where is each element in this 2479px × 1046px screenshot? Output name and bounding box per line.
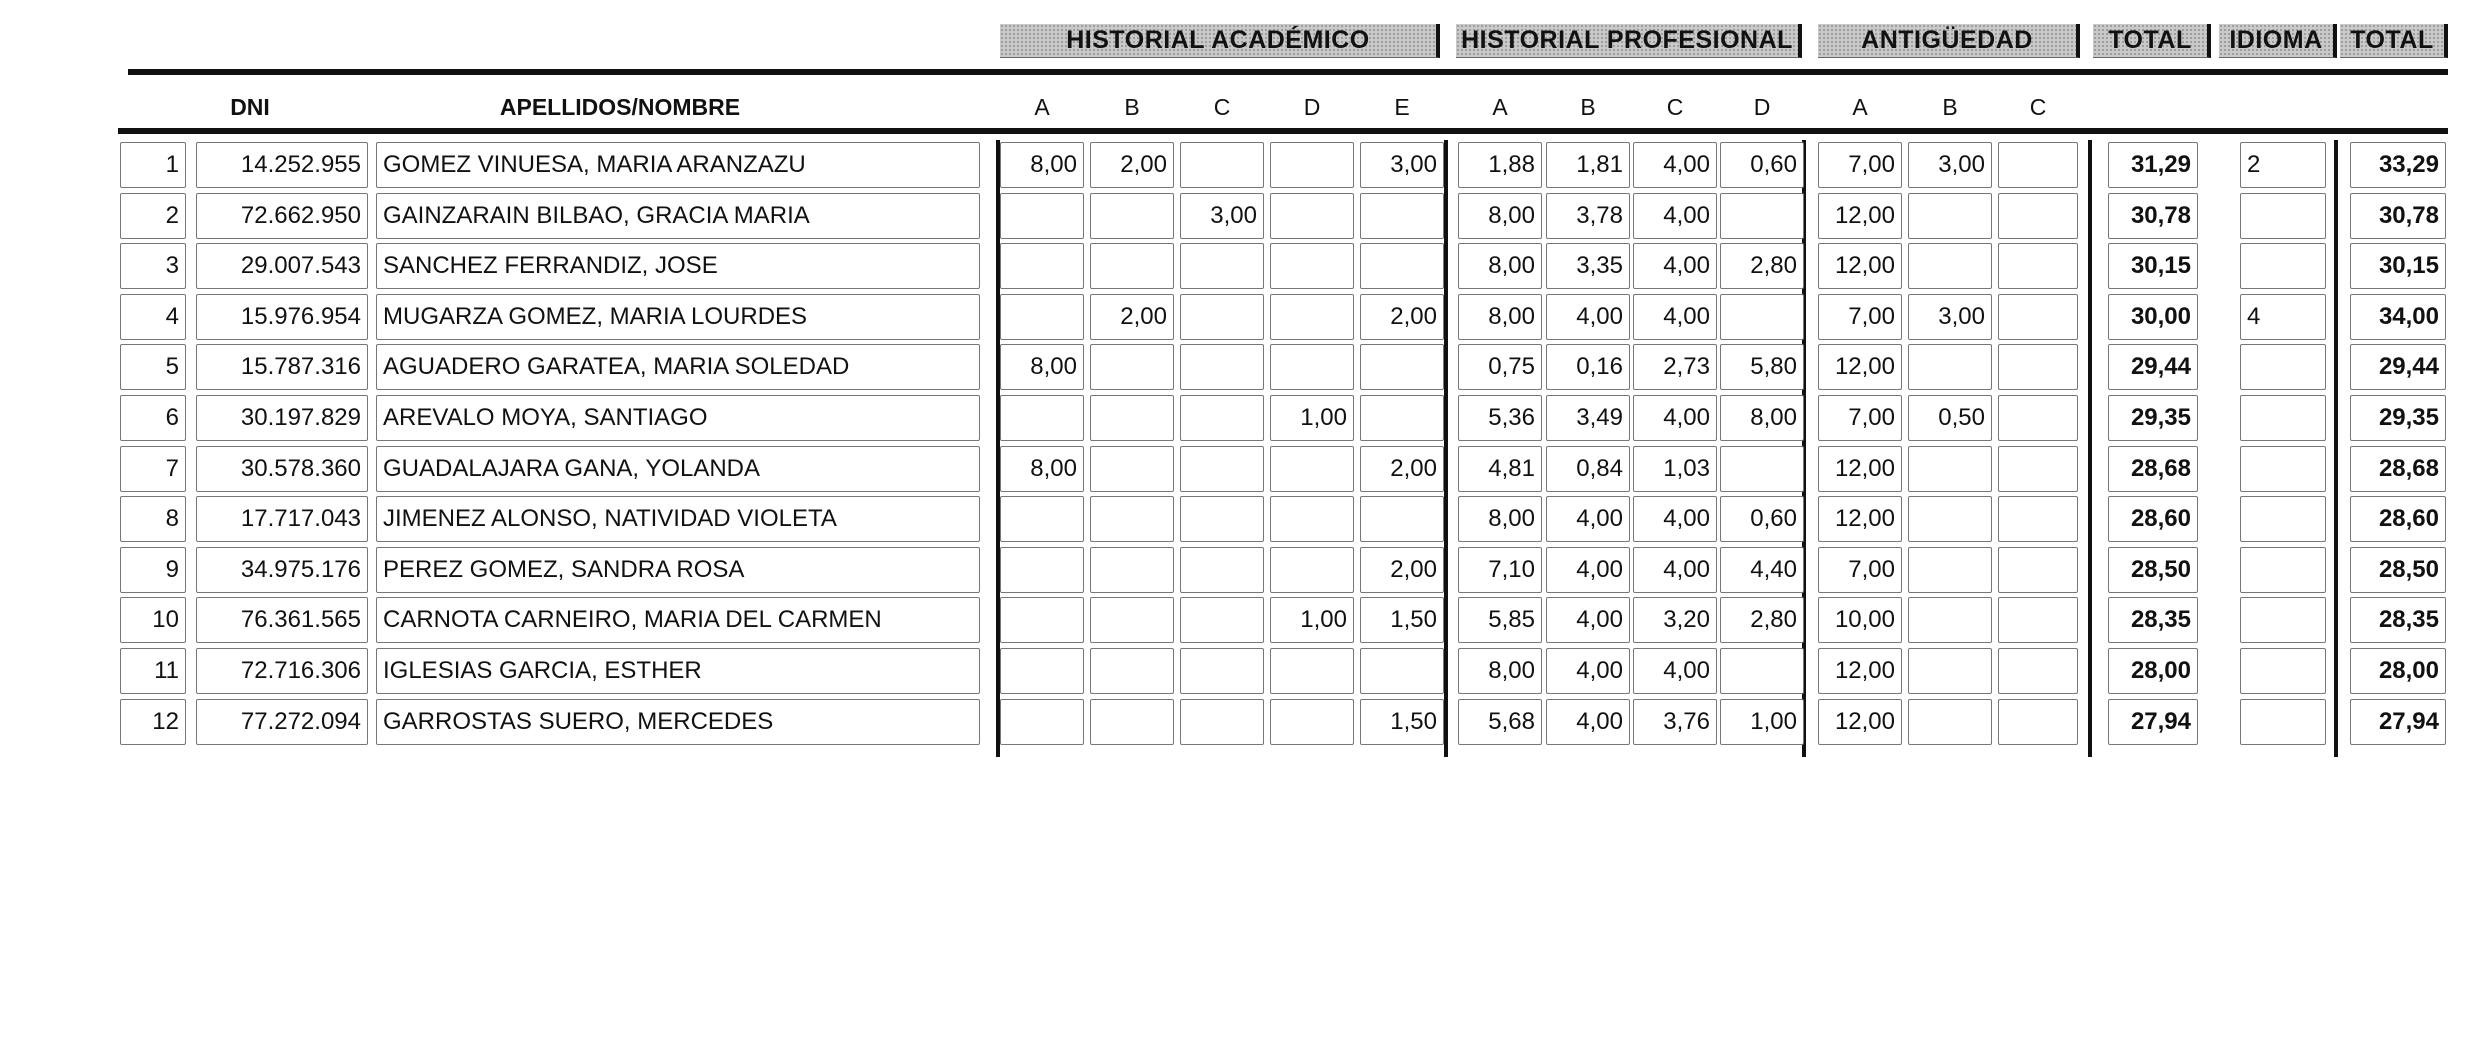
final-total-cell: 28,35 bbox=[2350, 597, 2446, 643]
profesional-score-cell: 2,80 bbox=[1720, 597, 1804, 643]
antiguedad-score-cell: 12,00 bbox=[1818, 193, 1902, 239]
dni-cell: 77.272.094 bbox=[196, 699, 368, 745]
academico-score-cell bbox=[1090, 496, 1174, 542]
antiguedad-score-cell bbox=[1908, 699, 1992, 745]
section-divider bbox=[2334, 140, 2338, 757]
academico-score-cell bbox=[1180, 699, 1264, 745]
profesional-score-cell: 8,00 bbox=[1458, 648, 1542, 694]
academico-score-cell bbox=[1360, 243, 1444, 289]
academico-score-cell bbox=[1360, 496, 1444, 542]
profesional-score-cell: 0,75 bbox=[1458, 344, 1542, 390]
name-cell: GARROSTAS SUERO, MERCEDES bbox=[376, 699, 980, 745]
idioma-cell: 2 bbox=[2240, 142, 2326, 188]
academico-score-cell: 3,00 bbox=[1360, 142, 1444, 188]
profesional-score-cell: 4,00 bbox=[1633, 496, 1717, 542]
profesional-score-cell bbox=[1720, 648, 1804, 694]
profesional-score-cell bbox=[1720, 193, 1804, 239]
academico-score-cell: 2,00 bbox=[1090, 142, 1174, 188]
name-cell: PEREZ GOMEZ, SANDRA ROSA bbox=[376, 547, 980, 593]
row-number-cell: 10 bbox=[120, 597, 186, 643]
academico-score-cell bbox=[1270, 648, 1354, 694]
section-total: TOTAL bbox=[2093, 24, 2211, 58]
dni-cell: 14.252.955 bbox=[196, 142, 368, 188]
academico-score-cell bbox=[1360, 193, 1444, 239]
idioma-cell bbox=[2240, 243, 2326, 289]
idioma-cell bbox=[2240, 446, 2326, 492]
academico-score-cell bbox=[1270, 446, 1354, 492]
antiguedad-score-cell bbox=[1998, 496, 2078, 542]
profesional-score-cell: 4,00 bbox=[1546, 597, 1630, 643]
profesional-score-cell: 3,20 bbox=[1633, 597, 1717, 643]
idioma-cell bbox=[2240, 395, 2326, 441]
profesional-score-cell: 4,00 bbox=[1546, 294, 1630, 340]
profesional-score-cell: 5,68 bbox=[1458, 699, 1542, 745]
total-cell: 27,94 bbox=[2108, 699, 2198, 745]
column-header-profesional-1: B bbox=[1580, 94, 1596, 120]
profesional-score-cell: 3,35 bbox=[1546, 243, 1630, 289]
profesional-score-cell bbox=[1720, 446, 1804, 492]
profesional-score-cell: 4,00 bbox=[1546, 699, 1630, 745]
academico-score-cell bbox=[1360, 395, 1444, 441]
name-cell: JIMENEZ ALONSO, NATIVIDAD VIOLETA bbox=[376, 496, 980, 542]
total-cell: 29,35 bbox=[2108, 395, 2198, 441]
dni-cell: 30.578.360 bbox=[196, 446, 368, 492]
academico-score-cell bbox=[1000, 395, 1084, 441]
row-number-cell: 1 bbox=[120, 142, 186, 188]
profesional-score-cell: 4,00 bbox=[1633, 243, 1717, 289]
final-total-cell: 28,50 bbox=[2350, 547, 2446, 593]
column-header-antiguedad-1: B bbox=[1942, 94, 1958, 120]
row-number-cell: 12 bbox=[120, 699, 186, 745]
academico-score-cell bbox=[1270, 193, 1354, 239]
academico-score-cell bbox=[1000, 243, 1084, 289]
name-cell: GOMEZ VINUESA, MARIA ARANZAZU bbox=[376, 142, 980, 188]
academico-score-cell bbox=[1180, 294, 1264, 340]
antiguedad-score-cell bbox=[1908, 193, 1992, 239]
idioma-cell: 4 bbox=[2240, 294, 2326, 340]
header-rule-bottom bbox=[118, 128, 2448, 134]
profesional-score-cell: 7,10 bbox=[1458, 547, 1542, 593]
profesional-score-cell: 8,00 bbox=[1458, 294, 1542, 340]
academico-score-cell: 8,00 bbox=[1000, 142, 1084, 188]
idioma-cell bbox=[2240, 597, 2326, 643]
academico-score-cell: 1,50 bbox=[1360, 699, 1444, 745]
academico-score-cell bbox=[1180, 446, 1264, 492]
section-divider bbox=[1444, 140, 1448, 757]
name-cell: CARNOTA CARNEIRO, MARIA DEL CARMEN bbox=[376, 597, 980, 643]
name-cell: GUADALAJARA GANA, YOLANDA bbox=[376, 446, 980, 492]
column-header-profesional-2: C bbox=[1666, 94, 1684, 120]
final-total-cell: 30,78 bbox=[2350, 193, 2446, 239]
section-divider bbox=[2088, 140, 2092, 757]
antiguedad-score-cell bbox=[1908, 648, 1992, 694]
antiguedad-score-cell: 10,00 bbox=[1818, 597, 1902, 643]
name-cell: MUGARZA GOMEZ, MARIA LOURDES bbox=[376, 294, 980, 340]
profesional-score-cell: 4,00 bbox=[1633, 648, 1717, 694]
dni-cell: 15.787.316 bbox=[196, 344, 368, 390]
academico-score-cell bbox=[1090, 648, 1174, 694]
academico-score-cell bbox=[1270, 547, 1354, 593]
antiguedad-score-cell bbox=[1908, 344, 1992, 390]
profesional-score-cell: 4,00 bbox=[1633, 294, 1717, 340]
profesional-score-cell: 1,81 bbox=[1546, 142, 1630, 188]
profesional-score-cell: 8,00 bbox=[1720, 395, 1804, 441]
total-cell: 28,00 bbox=[2108, 648, 2198, 694]
name-cell: AREVALO MOYA, SANTIAGO bbox=[376, 395, 980, 441]
antiguedad-score-cell bbox=[1908, 243, 1992, 289]
final-total-cell: 30,15 bbox=[2350, 243, 2446, 289]
section-historial-profesional: HISTORIAL PROFESIONAL bbox=[1456, 24, 1802, 58]
profesional-score-cell: 8,00 bbox=[1458, 193, 1542, 239]
antiguedad-score-cell: 7,00 bbox=[1818, 294, 1902, 340]
row-number-cell: 6 bbox=[120, 395, 186, 441]
column-header-profesional-0: A bbox=[1492, 94, 1508, 120]
antiguedad-score-cell: 12,00 bbox=[1818, 344, 1902, 390]
column-header-academico-0: A bbox=[1034, 94, 1050, 120]
final-total-cell: 34,00 bbox=[2350, 294, 2446, 340]
academico-score-cell bbox=[1270, 344, 1354, 390]
profesional-score-cell: 3,78 bbox=[1546, 193, 1630, 239]
academico-score-cell: 2,00 bbox=[1360, 446, 1444, 492]
antiguedad-score-cell bbox=[1908, 496, 1992, 542]
antiguedad-score-cell bbox=[1998, 193, 2078, 239]
column-header-academico-4: E bbox=[1394, 94, 1410, 120]
academico-score-cell bbox=[1180, 648, 1264, 694]
antiguedad-score-cell bbox=[1998, 446, 2078, 492]
antiguedad-score-cell bbox=[1998, 344, 2078, 390]
academico-score-cell bbox=[1270, 496, 1354, 542]
academico-score-cell bbox=[1180, 142, 1264, 188]
profesional-score-cell: 4,00 bbox=[1633, 193, 1717, 239]
academico-score-cell bbox=[1000, 597, 1084, 643]
academico-score-cell bbox=[1000, 294, 1084, 340]
academico-score-cell bbox=[1270, 142, 1354, 188]
academico-score-cell bbox=[1090, 547, 1174, 593]
academico-score-cell bbox=[1090, 395, 1174, 441]
profesional-score-cell: 4,00 bbox=[1633, 395, 1717, 441]
name-cell: AGUADERO GARATEA, MARIA SOLEDAD bbox=[376, 344, 980, 390]
profesional-score-cell: 4,40 bbox=[1720, 547, 1804, 593]
total-cell: 29,44 bbox=[2108, 344, 2198, 390]
final-total-cell: 29,44 bbox=[2350, 344, 2446, 390]
academico-score-cell: 1,50 bbox=[1360, 597, 1444, 643]
antiguedad-score-cell bbox=[1998, 294, 2078, 340]
column-header-academico-1: B bbox=[1124, 94, 1140, 120]
profesional-score-cell: 4,81 bbox=[1458, 446, 1542, 492]
academico-score-cell bbox=[1000, 547, 1084, 593]
profesional-score-cell: 0,60 bbox=[1720, 496, 1804, 542]
section-idioma: IDIOMA bbox=[2219, 24, 2337, 58]
profesional-score-cell: 0,16 bbox=[1546, 344, 1630, 390]
profesional-score-cell: 0,60 bbox=[1720, 142, 1804, 188]
antiguedad-score-cell: 7,00 bbox=[1818, 395, 1902, 441]
row-number-cell: 7 bbox=[120, 446, 186, 492]
antiguedad-score-cell: 3,00 bbox=[1908, 294, 1992, 340]
academico-score-cell bbox=[1180, 395, 1264, 441]
dni-cell: 72.662.950 bbox=[196, 193, 368, 239]
idioma-cell bbox=[2240, 344, 2326, 390]
profesional-score-cell: 2,80 bbox=[1720, 243, 1804, 289]
dni-cell: 17.717.043 bbox=[196, 496, 368, 542]
antiguedad-score-cell bbox=[1998, 243, 2078, 289]
column-header-antiguedad-0: A bbox=[1852, 94, 1868, 120]
final-total-cell: 28,60 bbox=[2350, 496, 2446, 542]
idioma-cell bbox=[2240, 648, 2326, 694]
profesional-score-cell: 3,49 bbox=[1546, 395, 1630, 441]
final-total-cell: 29,35 bbox=[2350, 395, 2446, 441]
antiguedad-score-cell bbox=[1998, 699, 2078, 745]
academico-score-cell bbox=[1090, 243, 1174, 289]
antiguedad-score-cell bbox=[1908, 597, 1992, 643]
antiguedad-score-cell bbox=[1998, 547, 2078, 593]
academico-score-cell bbox=[1180, 597, 1264, 643]
row-number-cell: 2 bbox=[120, 193, 186, 239]
column-header-academico-2: C bbox=[1213, 94, 1231, 120]
academico-score-cell bbox=[1270, 294, 1354, 340]
academico-score-cell bbox=[1000, 699, 1084, 745]
academico-score-cell bbox=[1180, 243, 1264, 289]
name-cell: SANCHEZ FERRANDIZ, JOSE bbox=[376, 243, 980, 289]
profesional-score-cell: 1,00 bbox=[1720, 699, 1804, 745]
academico-score-cell bbox=[1090, 446, 1174, 492]
column-header-dni: DNI bbox=[230, 94, 270, 120]
section-historial-academico: HISTORIAL ACADÉMICO bbox=[1000, 24, 1440, 58]
total-cell: 28,35 bbox=[2108, 597, 2198, 643]
final-total-cell: 28,68 bbox=[2350, 446, 2446, 492]
idioma-cell bbox=[2240, 547, 2326, 593]
header-rule-top bbox=[128, 69, 2448, 75]
profesional-score-cell: 1,88 bbox=[1458, 142, 1542, 188]
profesional-score-cell: 0,84 bbox=[1546, 446, 1630, 492]
antiguedad-score-cell: 12,00 bbox=[1818, 243, 1902, 289]
final-total-cell: 27,94 bbox=[2350, 699, 2446, 745]
antiguedad-score-cell: 12,00 bbox=[1818, 496, 1902, 542]
section-antiguedad: ANTIGÜEDAD bbox=[1818, 24, 2080, 58]
column-header-profesional-3: D bbox=[1753, 94, 1771, 120]
column-header-nombre: APELLIDOS/NOMBRE bbox=[499, 94, 741, 120]
profesional-score-cell: 5,80 bbox=[1720, 344, 1804, 390]
section-total-final: TOTAL bbox=[2340, 24, 2448, 58]
academico-score-cell bbox=[1090, 193, 1174, 239]
academico-score-cell bbox=[1090, 699, 1174, 745]
dni-cell: 72.716.306 bbox=[196, 648, 368, 694]
row-number-cell: 11 bbox=[120, 648, 186, 694]
academico-score-cell: 8,00 bbox=[1000, 446, 1084, 492]
profesional-score-cell: 4,00 bbox=[1546, 496, 1630, 542]
name-cell: GAINZARAIN BILBAO, GRACIA MARIA bbox=[376, 193, 980, 239]
profesional-score-cell: 5,85 bbox=[1458, 597, 1542, 643]
profesional-score-cell: 1,03 bbox=[1633, 446, 1717, 492]
total-cell: 31,29 bbox=[2108, 142, 2198, 188]
profesional-score-cell: 8,00 bbox=[1458, 243, 1542, 289]
dni-cell: 29.007.543 bbox=[196, 243, 368, 289]
antiguedad-score-cell bbox=[1908, 446, 1992, 492]
column-header-academico-3: D bbox=[1303, 94, 1321, 120]
antiguedad-score-cell bbox=[1998, 597, 2078, 643]
profesional-score-cell: 4,00 bbox=[1546, 547, 1630, 593]
academico-score-cell: 8,00 bbox=[1000, 344, 1084, 390]
antiguedad-score-cell bbox=[1998, 142, 2078, 188]
academico-score-cell bbox=[1000, 193, 1084, 239]
academico-score-cell: 3,00 bbox=[1180, 193, 1264, 239]
dni-cell: 30.197.829 bbox=[196, 395, 368, 441]
antiguedad-score-cell bbox=[1908, 547, 1992, 593]
name-cell: IGLESIAS GARCIA, ESTHER bbox=[376, 648, 980, 694]
academico-score-cell bbox=[1180, 344, 1264, 390]
academico-score-cell bbox=[1270, 243, 1354, 289]
antiguedad-score-cell: 3,00 bbox=[1908, 142, 1992, 188]
idioma-cell bbox=[2240, 496, 2326, 542]
profesional-score-cell: 4,00 bbox=[1546, 648, 1630, 694]
profesional-score-cell: 4,00 bbox=[1633, 142, 1717, 188]
academico-score-cell bbox=[1090, 597, 1174, 643]
academico-score-cell: 2,00 bbox=[1360, 294, 1444, 340]
row-number-cell: 8 bbox=[120, 496, 186, 542]
academico-score-cell: 2,00 bbox=[1090, 294, 1174, 340]
academico-score-cell: 2,00 bbox=[1360, 547, 1444, 593]
academico-score-cell bbox=[1000, 648, 1084, 694]
row-number-cell: 3 bbox=[120, 243, 186, 289]
total-cell: 28,68 bbox=[2108, 446, 2198, 492]
antiguedad-score-cell: 12,00 bbox=[1818, 648, 1902, 694]
academico-score-cell bbox=[1090, 344, 1174, 390]
academico-score-cell bbox=[1270, 699, 1354, 745]
academico-score-cell bbox=[1360, 344, 1444, 390]
final-total-cell: 28,00 bbox=[2350, 648, 2446, 694]
total-cell: 30,15 bbox=[2108, 243, 2198, 289]
column-header-antiguedad-2: C bbox=[2029, 94, 2047, 120]
antiguedad-score-cell: 12,00 bbox=[1818, 446, 1902, 492]
academico-score-cell: 1,00 bbox=[1270, 395, 1354, 441]
row-number-cell: 5 bbox=[120, 344, 186, 390]
profesional-score-cell: 4,00 bbox=[1633, 547, 1717, 593]
dni-cell: 34.975.176 bbox=[196, 547, 368, 593]
profesional-score-cell: 8,00 bbox=[1458, 496, 1542, 542]
academico-score-cell: 1,00 bbox=[1270, 597, 1354, 643]
academico-score-cell bbox=[1000, 496, 1084, 542]
profesional-score-cell: 5,36 bbox=[1458, 395, 1542, 441]
profesional-score-cell: 2,73 bbox=[1633, 344, 1717, 390]
antiguedad-score-cell: 0,50 bbox=[1908, 395, 1992, 441]
dni-cell: 76.361.565 bbox=[196, 597, 368, 643]
dni-cell: 15.976.954 bbox=[196, 294, 368, 340]
idioma-cell bbox=[2240, 699, 2326, 745]
final-total-cell: 33,29 bbox=[2350, 142, 2446, 188]
academico-score-cell bbox=[1180, 496, 1264, 542]
antiguedad-score-cell bbox=[1998, 395, 2078, 441]
academico-score-cell bbox=[1360, 648, 1444, 694]
antiguedad-score-cell: 7,00 bbox=[1818, 547, 1902, 593]
total-cell: 30,00 bbox=[2108, 294, 2198, 340]
total-cell: 30,78 bbox=[2108, 193, 2198, 239]
antiguedad-score-cell: 12,00 bbox=[1818, 699, 1902, 745]
idioma-cell bbox=[2240, 193, 2326, 239]
row-number-cell: 4 bbox=[120, 294, 186, 340]
academico-score-cell bbox=[1180, 547, 1264, 593]
antiguedad-score-cell bbox=[1998, 648, 2078, 694]
total-cell: 28,60 bbox=[2108, 496, 2198, 542]
total-cell: 28,50 bbox=[2108, 547, 2198, 593]
profesional-score-cell bbox=[1720, 294, 1804, 340]
antiguedad-score-cell: 7,00 bbox=[1818, 142, 1902, 188]
row-number-cell: 9 bbox=[120, 547, 186, 593]
profesional-score-cell: 3,76 bbox=[1633, 699, 1717, 745]
